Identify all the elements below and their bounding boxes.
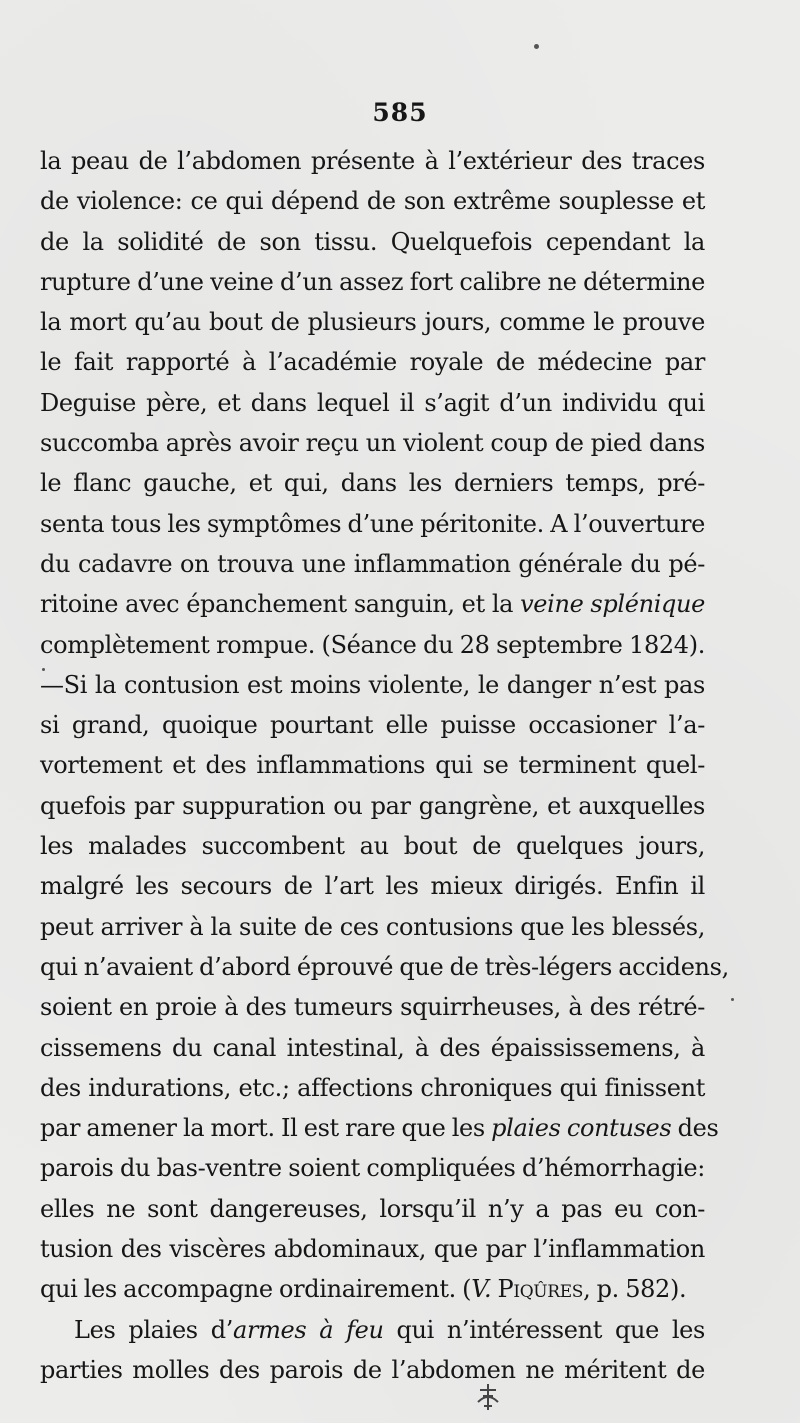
text-line: cissemens du canal intestinal, à des épaississemens, à xyxy=(40,1033,705,1062)
text-line: complètement rompue. (Séance du 28 septembre 1824). xyxy=(40,630,705,659)
italic-term: plaies contuses xyxy=(491,1114,672,1143)
ink-speck xyxy=(42,668,45,671)
text-line: les malades succombent au bout de quelques jours, xyxy=(40,832,705,861)
text-line: la mort qu’au bout de plusieurs jours, comme le prouve xyxy=(40,308,705,337)
text-line: parties molles des parois de l’abdomen ne méritent de xyxy=(40,1355,705,1384)
text-run: par amener la mort. Il est rare que les xyxy=(40,1114,492,1143)
italic-reference: V. xyxy=(471,1275,492,1304)
text-line: de la solidité de son tissu. Quelquefois cependant la xyxy=(40,227,705,256)
text-run: ritoine avec épanchement sanguin, et la xyxy=(40,590,521,619)
text-line xyxy=(40,584,705,624)
printer-ornament-icon xyxy=(474,1382,502,1412)
text-line: rupture d’une veine d’un assez fort calibre ne détermine xyxy=(40,267,705,296)
text-run: des xyxy=(671,1114,719,1143)
text-run: qui les accompagne ordinairement. ( xyxy=(40,1275,472,1304)
page-number: 585 xyxy=(372,98,428,127)
italic-term: veine splénique xyxy=(520,590,705,619)
text-line: quefois par suppuration ou par gangrène, et auxquelles xyxy=(40,791,705,820)
text-line: Deguise père, et dans lequel il s’agit d’un individu qui xyxy=(40,388,705,417)
text-line xyxy=(40,1108,719,1148)
text-line xyxy=(40,1269,705,1309)
text-line: qui n’avaient d’abord éprouvé que de très-légers accidens, xyxy=(40,952,729,981)
text-line: peut arriver à la suite de ces contusions que les blessés, xyxy=(40,912,705,941)
text-line: parois du bas-ventre soient compliquées d’hémorrhagie: xyxy=(40,1154,705,1183)
text-line: vortement et des inflammations qui se terminent quel- xyxy=(40,751,705,780)
text-line: le fait rapporté à l’académie royale de médecine par xyxy=(40,348,705,377)
text-run: , p. 582). xyxy=(583,1275,687,1304)
text-line: des indurations, etc.; affections chroniques qui finissent xyxy=(40,1073,705,1102)
smallcaps-reference: Piqûres xyxy=(491,1275,584,1304)
text-line: la peau de l’abdomen présente à l’extérieur des traces xyxy=(40,147,705,175)
text-line: du cadavre on trouva une inflammation générale du pé- xyxy=(40,549,705,578)
text-line: tusion des viscères abdominaux, que par l’inflammation xyxy=(40,1235,705,1264)
text-line: le flanc gauche, et qui, dans les derniers temps, pré- xyxy=(40,469,705,498)
body-text xyxy=(40,141,729,1390)
text-line: —Si la contusion est moins violente, le danger n’est pas xyxy=(40,670,705,699)
italic-term: armes à feu xyxy=(233,1315,384,1344)
text-line: de violence: ce qui dépend de son extrême souplesse et xyxy=(40,187,705,216)
text-line: succomba après avoir reçu un violent coup de pied dans xyxy=(40,429,705,458)
text-line: senta tous les symptômes d’une péritonite. A l’ouverture xyxy=(40,509,705,538)
text-line: elles ne sont dangereuses, lorsqu’il n’y a pas eu con- xyxy=(40,1194,705,1223)
ink-speck xyxy=(534,44,539,49)
text-line: soient en proie à des tumeurs squirrheuses, à des rétré- xyxy=(40,993,705,1022)
text-line: si grand, quoique pourtant elle puisse occasioner l’a- xyxy=(40,711,705,740)
text-run: qui n’intéressent que les xyxy=(383,1315,705,1344)
text-run: Les plaies d’ xyxy=(74,1315,233,1344)
text-line xyxy=(40,1310,705,1350)
text-line: malgré les secours de l’art les mieux dirigés. Enfin il xyxy=(40,872,705,901)
ink-speck xyxy=(731,998,734,1001)
